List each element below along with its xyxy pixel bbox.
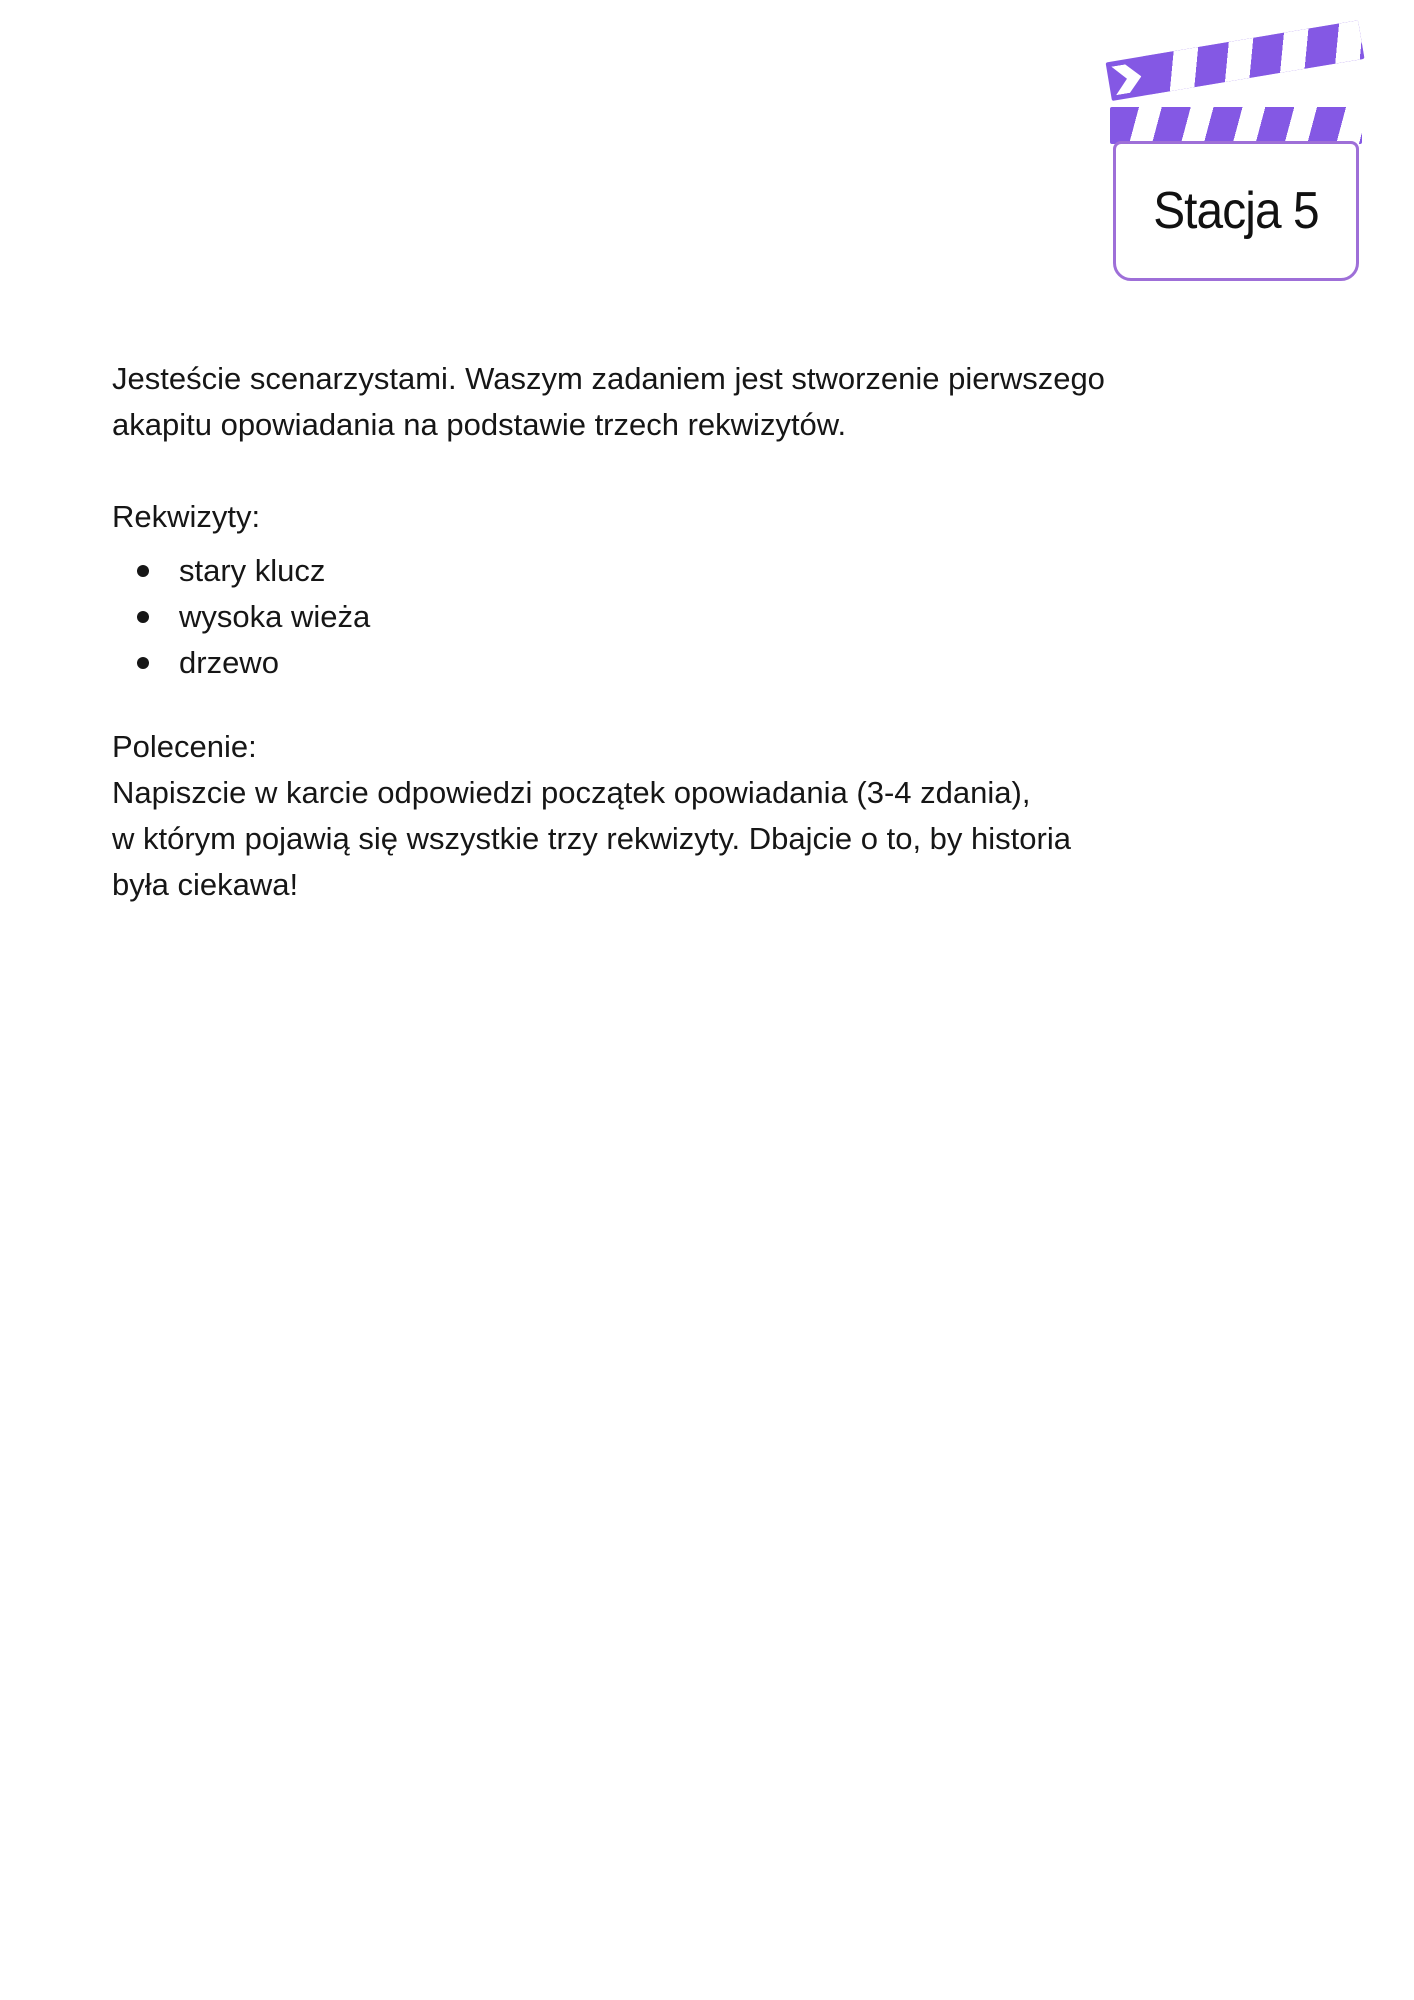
props-heading: Rekwizyty: (112, 499, 261, 534)
prop-label: stary klucz (179, 553, 326, 588)
clapperboard-lower-stick (1110, 107, 1362, 144)
intro-line-1: Jesteście scenarzystami. Waszym zadaniem jest stworzenie pierwszego (112, 361, 1105, 396)
bullet-icon (137, 657, 149, 669)
clapperboard-slate (1113, 141, 1359, 281)
bullet-icon (137, 611, 149, 623)
clapperboard-icon (1104, 38, 1366, 284)
list-item (112, 594, 1322, 640)
clapperboard-hinge-chevron-icon (1111, 62, 1143, 95)
station-number-label: Stacja 5 (1153, 182, 1319, 240)
clapperboard-upper-stick (1106, 20, 1365, 101)
prop-label: drzewo (179, 645, 279, 680)
intro-paragraph (112, 356, 1322, 448)
instruction-heading: Polecenie: (112, 729, 257, 764)
instruction-line-3: była ciekawa! (112, 867, 299, 902)
instruction-paragraph (112, 770, 1322, 908)
prop-label: wysoka wieża (179, 599, 371, 634)
instruction-line-1: Napiszcie w karcie odpowiedzi początek opowiadania (3-4 zdania), (112, 775, 1031, 810)
list-item (112, 548, 1322, 594)
worksheet-content (112, 356, 1322, 908)
clapperboard-stripes (1143, 20, 1364, 94)
list-item (112, 640, 1322, 686)
props-list (112, 548, 1322, 686)
intro-line-2: akapitu opowiadania na podstawie trzech rekwizytów. (112, 407, 847, 442)
instruction-line-2: w którym pojawią się wszystkie trzy rekwizyty. Dbajcie o to, by historia (112, 821, 1071, 856)
bullet-icon (137, 565, 149, 577)
